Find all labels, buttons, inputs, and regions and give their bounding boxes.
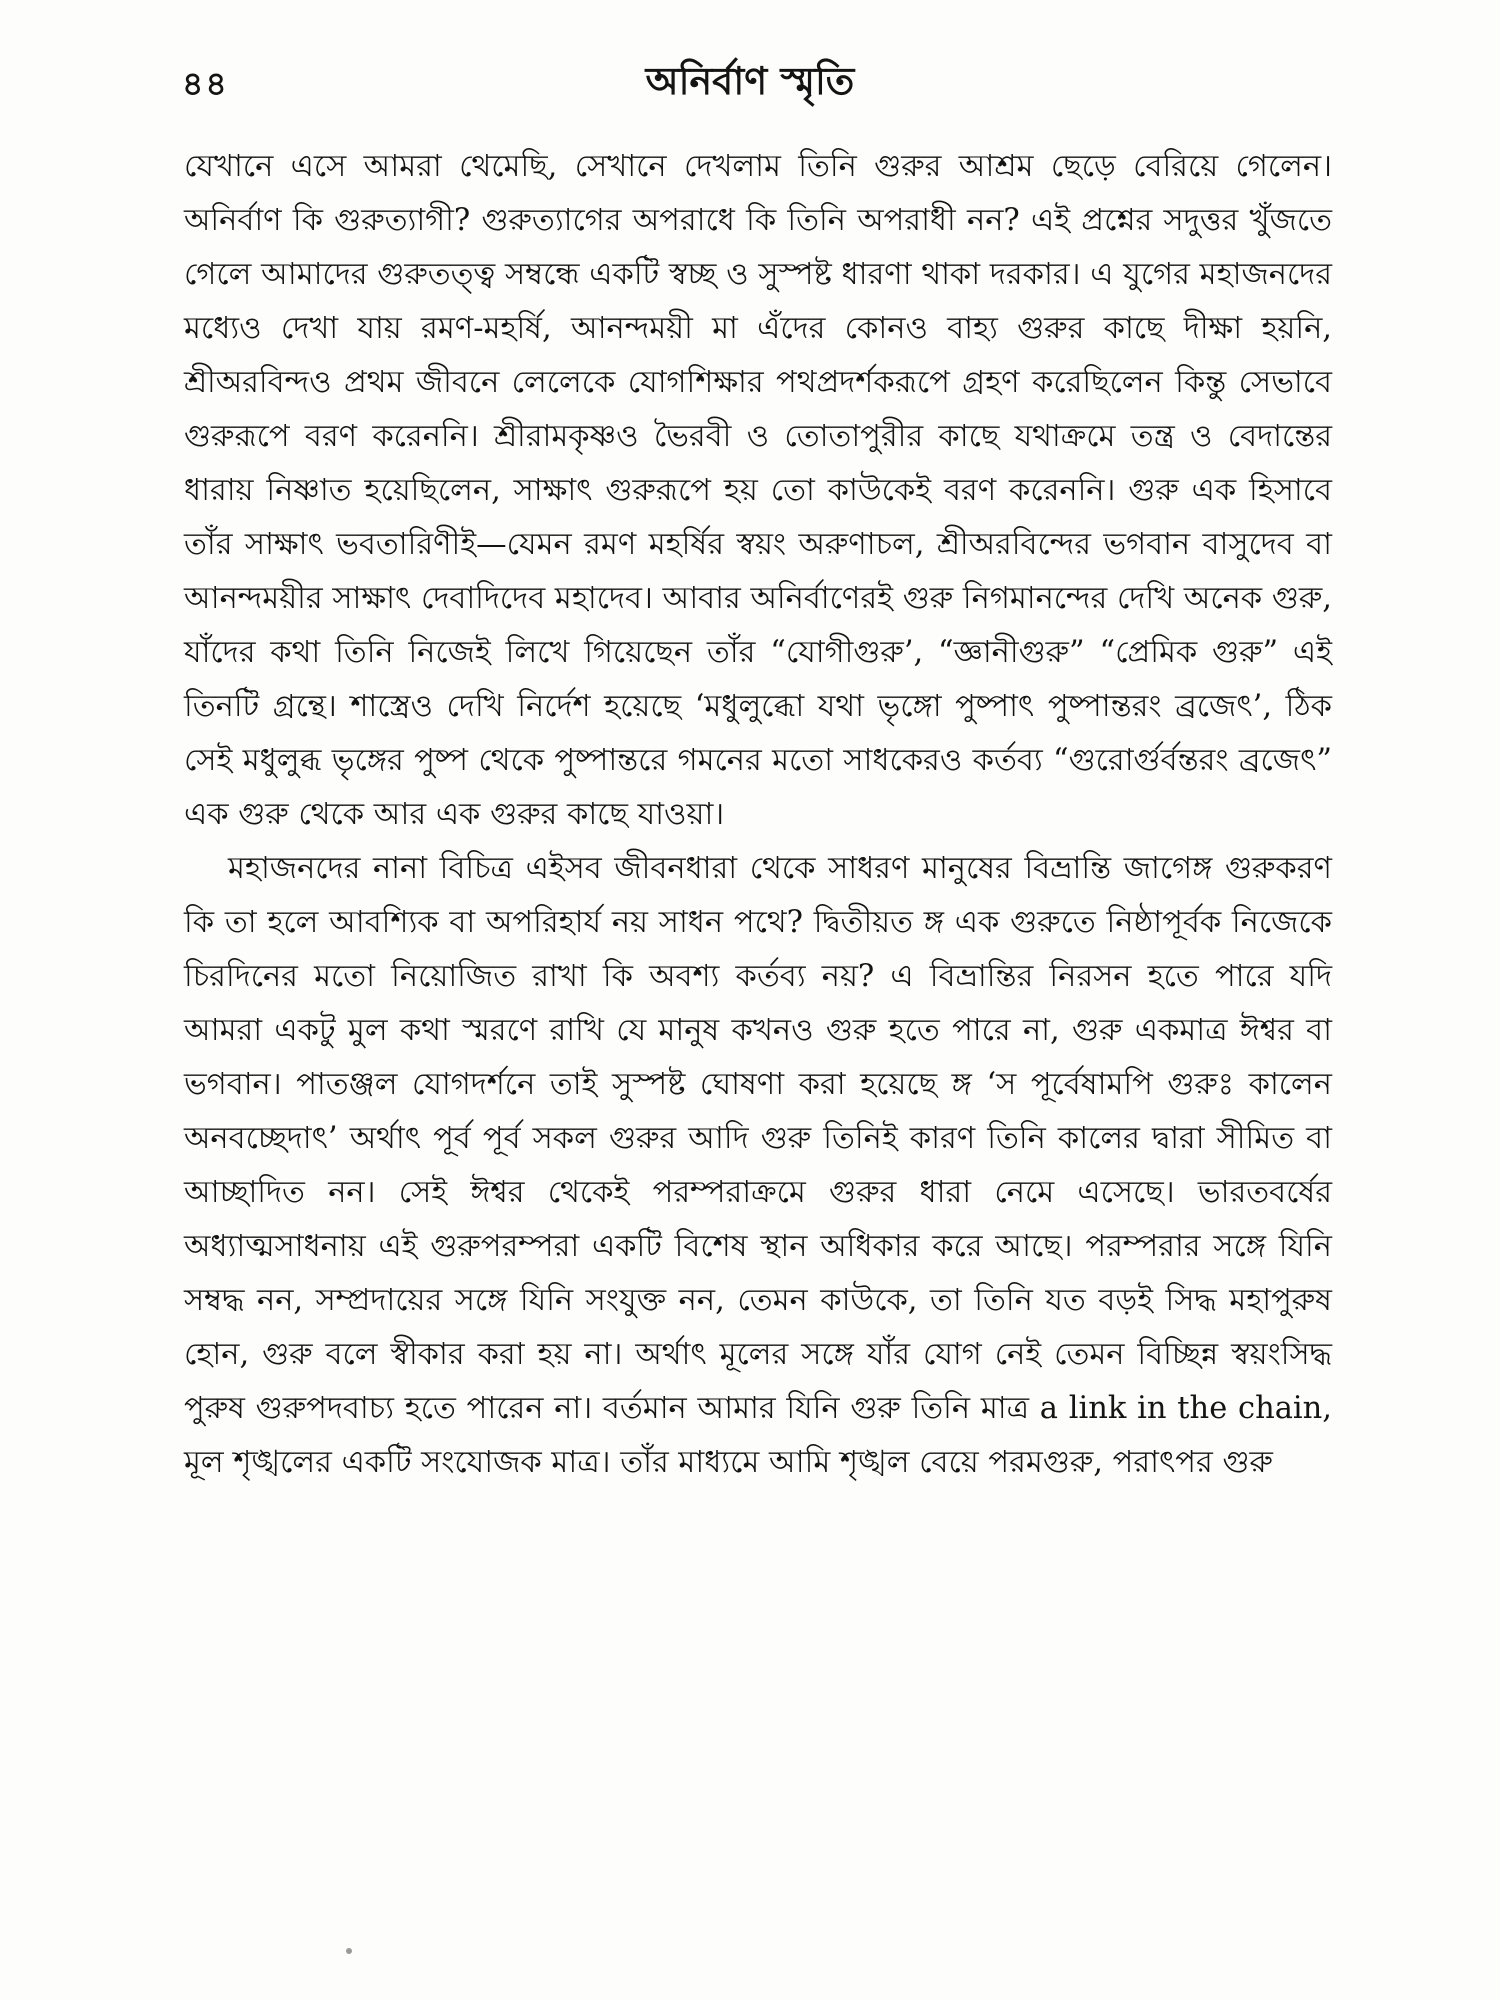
page-header [170,48,1330,112]
body-text [184,140,1332,1490]
page-speck [346,1948,352,1954]
paragraph-2: মহাজনদের নানা বিচিত্র এইসব জীবনধারা থেকে সাধরণ মানুষের বিভ্রান্তি জাগেঙ্গ গুরুকরণ কি তা হলে আবশ্যিক বা অপরিহার্য নয় সাধন পথে? দ্বিতীয়ত ঙ্গ এক গুরুতে নিষ্ঠাপূর্বক নিজেকে চিরদিনের মতো নিয়োজিত রাখা কি অবশ্য কর্তব্য নয়? এ বিভ্রান্তির নিরসন হতে পারে যদি আমরা একটু মুল কথা স্মরণে রাখি যে মানুষ কখনও গুরু হতে পারে না, গুরু একমাত্র ঈশ্বর বা ভগবান। পাতঞ্জল যোগদর্শনে তাই সুস্পষ্ট ঘোষণা করা হয়েছে ঙ্গ ‘স পূর্বেষামপি গুরুঃ কালেন অনবচ্ছেদাৎ’ অর্থাৎ পূর্ব পূর্ব সকল গুরুর আদি গুরু তিনিই কারণ তিনি কালের দ্বারা সীমিত বা আচ্ছাদিত নন। সেই ঈশ্বর থেকেই পরম্পরাক্রমে গুরুর ধারা নেমে এসেছে। ভারতবর্ষের অধ্যাত্মসাধনায় এই গুরুপরম্পরা একটি বিশেষ স্থান অধিকার করে আছে। পরম্পরার সঙ্গে যিনি সম্বদ্ধ নন, সম্প্রদায়ের সঙ্গে যিনি সংযুক্ত নন, তেমন কাউকে, তা তিনি যত বড়ই সিদ্ধ মহাপুরুষ হোন, গুরু বলে স্বীকার করা হয় না। অর্থাৎ মূলের সঙ্গে যাঁর যোগ নেই তেমন বিচ্ছিন্ন স্বয়ংসিদ্ধ পুরুষ গুরুপদবাচ্য হতে পারেন না। বর্তমান আমার যিনি গুরু তিনি মাত্র a link in the chain, মূল শৃঙ্খলের একটি সংযোজক মাত্র। তাঁর মাধ্যমে আমি শৃঙ্খল বেয়ে পরমগুরু, পরাৎপর গুরু [184,851,1332,1480]
page-number: ৪৪ [182,64,229,103]
paragraph-1: যেখানে এসে আমরা থেমেছি, সেখানে দেখলাম তিনি গুরুর আশ্রম ছেড়ে বেরিয়ে গেলেন। অনির্বাণ কি গুরুত্যাগী? গুরুত্যাগের অপরাধে কি তিনি অপরাধী নন? এই প্রশ্নের সদুত্তর খুঁজতে গেলে আমাদের গুরুতত্ত্ব সম্বন্ধে একটি স্বচ্ছ ও সুস্পষ্ট ধারণা থাকা দরকার। এ যুগের মহাজনদের মধ্যেও দেখা যায় রমণ-মহর্ষি, আনন্দময়ী মা এঁদের কোনও বাহ্য গুরুর কাছে দীক্ষা হয়নি, শ্রীঅরবিন্দও প্রথম জীবনে লেলেকে যোগশিক্ষার পথপ্রদর্শকরূপে গ্রহণ করেছিলেন কিন্তু সেভাবে গুরুরূপে বরণ করেননি। শ্রীরামকৃষ্ণও ভৈরবী ও তোতাপুরীর কাছে যথাক্রমে তন্ত্র ও বেদান্তের ধারায় নিষ্ণাত হয়েছিলেন, সাক্ষাৎ গুরুরূপে হয় তো কাউকেই বরণ করেননি। গুরু এক হিসাবে তাঁর সাক্ষাৎ ভবতারিণীই—যেমন রমণ মহর্ষির স্বয়ং অরুণাচল, শ্রীঅরবিন্দের ভগবান বাসুদেব বা আনন্দময়ীর সাক্ষাৎ দেবাদিদেব মহাদেব। আবার অনির্বাণেরই গুরু নিগমানন্দের দেখি অনেক গুরু, যাঁদের কথা তিনি নিজেই লিখে গিয়েছেন তাঁর “যোগীগুরু’, “জ্ঞানীগুরু” “প্রেমিক গুরু” এই তিনটি গ্রন্থে। শাস্ত্রেও দেখি নির্দেশ হয়েছে ‘মধুলুব্ধো যথা ভৃঙ্গো পুষ্পাৎ পুষ্পান্তরং ব্রজেৎ’, ঠিক সেই মধুলুব্ধ ভৃঙ্গের পুষ্প থেকে পুষ্পান্তরে গমনের মতো সাধকেরও কর্তব্য “গুরোর্গুর্বন্তরং ব্রজেৎ” এক গুরু থেকে আর এক গুরুর কাছে যাওয়া। [184,149,1332,832]
running-title: অনির্বাণ স্মৃতি [645,58,855,103]
